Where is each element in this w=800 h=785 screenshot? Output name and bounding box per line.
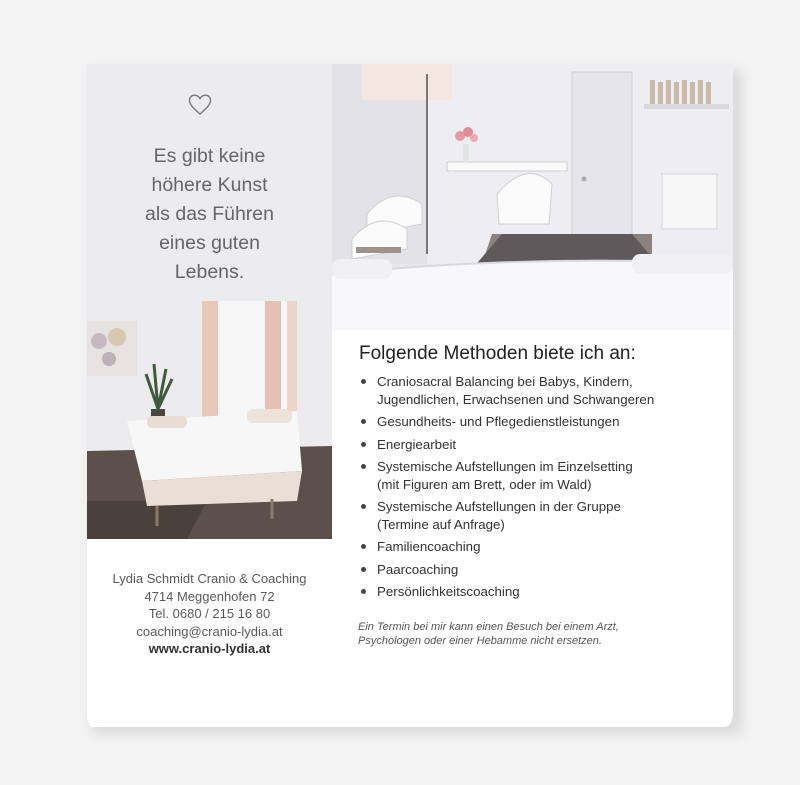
list-item (357, 498, 717, 533)
method-line: Systemische Aufstellungen im Einzelsetting (377, 459, 633, 474)
methods-title: Folgende Methoden biete ich an: (359, 343, 636, 364)
bullet-icon (361, 419, 366, 424)
method-line: Jugendlichen, Erwachsenen und Schwangeren (377, 391, 655, 407)
quote-text (97, 142, 322, 287)
bullet-icon (361, 464, 366, 469)
quote-panel (87, 64, 332, 301)
list-item (357, 373, 717, 408)
method-line: Paarcoaching (377, 561, 459, 577)
quote-line: eines guten (159, 232, 260, 254)
disclaimer-line: Psychologen oder einer Hebamme nicht ersetzen. (358, 634, 602, 647)
method-line: Familiencoaching (377, 539, 481, 554)
quote-line: Es gibt keine (153, 145, 266, 167)
methods-list (357, 373, 717, 606)
quote-line: höhere Kunst (151, 174, 268, 196)
contact-email: coaching@cranio-lydia.at (136, 623, 283, 639)
list-item (357, 538, 717, 556)
bullet-icon (361, 504, 366, 509)
list-item (357, 561, 717, 579)
list-item (357, 458, 717, 493)
disclaimer (358, 621, 718, 648)
method-line: Gesundheits- und Pflegedienstleistungen (377, 414, 620, 429)
flyer-card (87, 64, 733, 727)
method-line: Systemische Aufstellungen in der Gruppe (377, 499, 621, 514)
method-line: Persönlichkeitscoaching (377, 584, 520, 599)
heart-outline-icon (188, 94, 212, 116)
bullet-icon (361, 567, 366, 572)
list-item (357, 413, 717, 431)
method-line: (mit Figuren am Brett, oder im Wald) (377, 476, 592, 492)
contact-name: Lydia Schmidt Cranio & Coaching (112, 571, 307, 586)
bullet-icon (361, 589, 366, 594)
method-line: Energiearbeit (377, 436, 457, 452)
method-line: Craniosacral Balancing bei Babys, Kindern, (377, 374, 633, 389)
quote-line: als das Führen (145, 203, 274, 225)
disclaimer-line: Ein Termin bei mir kann einen Besuch bei einem Arzt, (358, 621, 619, 633)
contact-phone: Tel. 0680 / 215 16 80 (148, 606, 271, 621)
photo-treatment-bed (87, 301, 332, 539)
contact-address: 4714 Meggenhofen 72 (144, 588, 275, 604)
contact-website: www.cranio-lydia.at (148, 641, 271, 656)
contact-block (87, 570, 332, 658)
method-line: (Termine auf Anfrage) (377, 516, 505, 532)
bullet-icon (361, 442, 366, 447)
photo-therapy-room (332, 64, 733, 330)
bullet-icon (361, 379, 366, 384)
list-item (357, 583, 717, 601)
quote-line: Lebens. (174, 261, 245, 283)
bullet-icon (361, 544, 366, 549)
list-item (357, 436, 717, 454)
